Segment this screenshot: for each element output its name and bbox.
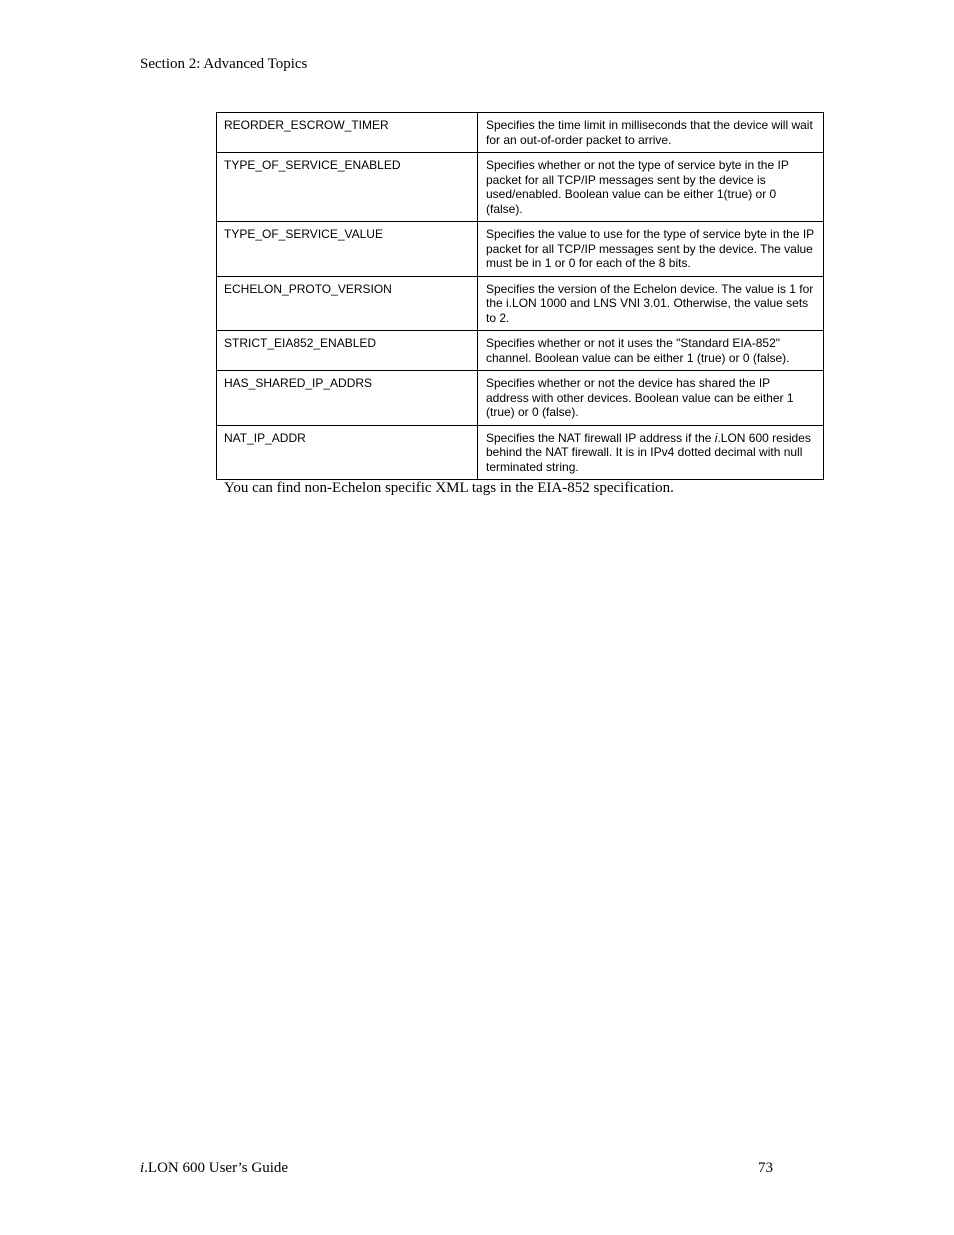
table-row bbox=[217, 371, 824, 426]
table-row bbox=[217, 153, 824, 222]
tag-description: Specifies the value to use for the type of service byte in the IP packet for all TCP/IP messages sent by the device. The value must be in 1 or 0 for each of the 8 bits. bbox=[478, 222, 824, 277]
table-row bbox=[217, 331, 824, 371]
tag-description: Specifies the NAT firewall IP address if the i.LON 600 resides behind the NAT firewall. It is in IPv4 dotted decimal with null terminated string. bbox=[478, 425, 824, 480]
running-header: Section 2: Advanced Topics bbox=[140, 56, 308, 72]
tag-description: Specifies whether or not it uses the "Standard EIA-852" channel. Boolean value can be either 1 (true) or 0 (false). bbox=[478, 331, 824, 371]
page-number: 73 bbox=[758, 1160, 773, 1176]
tag-description: Specifies the time limit in milliseconds that the device will wait for an out-of-order packet to arrive. bbox=[478, 113, 824, 153]
table-row bbox=[217, 222, 824, 277]
tag-name: TYPE_OF_SERVICE_ENABLED bbox=[217, 153, 478, 222]
tag-description: Specifies the version of the Echelon device. The value is 1 for the i.LON 1000 and LNS VNI 3.01. Otherwise, the value sets to 2. bbox=[478, 276, 824, 331]
table-row bbox=[217, 425, 824, 480]
table-row bbox=[217, 276, 824, 331]
tag-name: HAS_SHARED_IP_ADDRS bbox=[217, 371, 478, 426]
tag-name: REORDER_ESCROW_TIMER bbox=[217, 113, 478, 153]
tag-name: TYPE_OF_SERVICE_VALUE bbox=[217, 222, 478, 277]
tag-name: NAT_IP_ADDR bbox=[217, 425, 478, 480]
tag-description: Specifies whether or not the type of service byte in the IP packet for all TCP/IP messages sent by the device is used/enabled. Boolean value can be either 1(true) or 0 (false). bbox=[478, 153, 824, 222]
xml-tags-table bbox=[216, 112, 824, 480]
body-paragraph: You can find non-Echelon specific XML tags in the EIA-852 specification. bbox=[224, 480, 674, 496]
tag-name: STRICT_EIA852_ENABLED bbox=[217, 331, 478, 371]
tag-name: ECHELON_PROTO_VERSION bbox=[217, 276, 478, 331]
table-row bbox=[217, 113, 824, 153]
footer-title: i.LON 600 User’s Guide bbox=[140, 1160, 289, 1176]
tag-description: Specifies whether or not the device has shared the IP address with other devices. Boolean value can be either 1 (true) or 0 (false). bbox=[478, 371, 824, 426]
